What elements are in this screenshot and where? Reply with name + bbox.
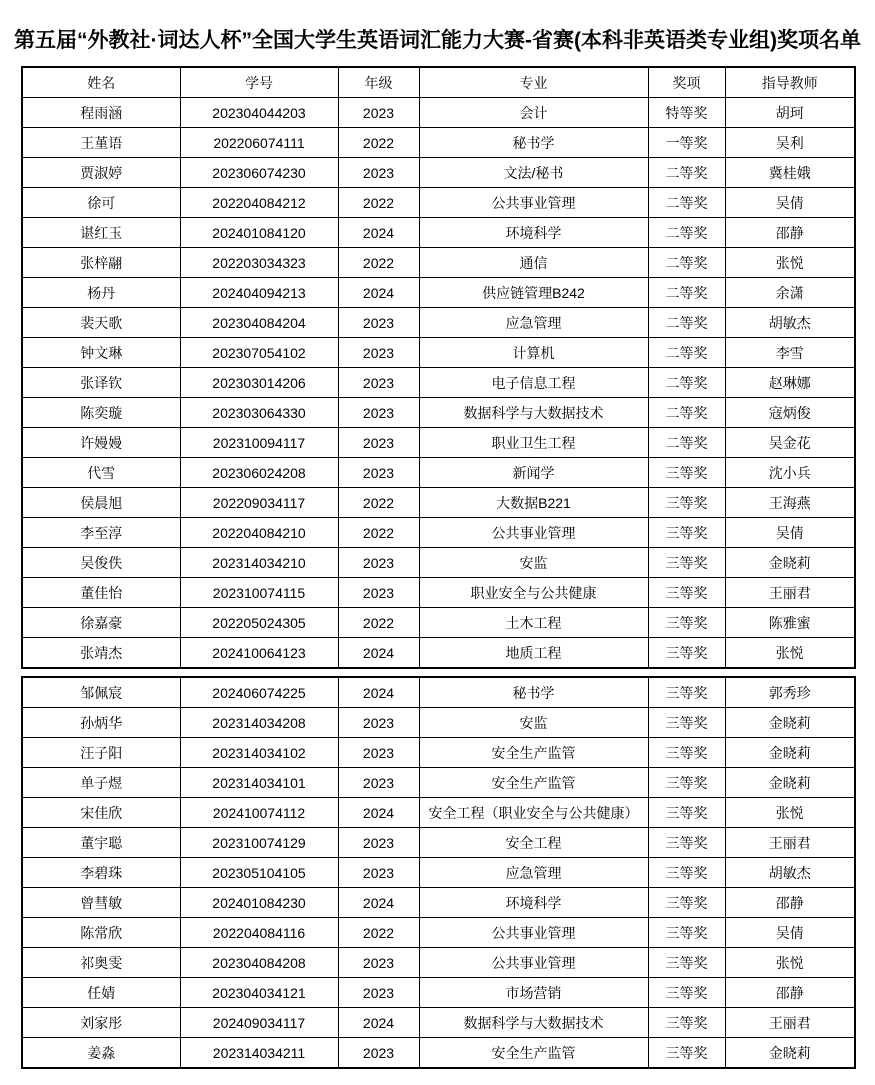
table-cell: 吴倩 (725, 188, 855, 218)
table-cell: 二等奖 (648, 368, 725, 398)
table-cell: 邵静 (725, 218, 855, 248)
table-cell: 特等奖 (648, 98, 725, 128)
table-cell: 2023 (338, 858, 419, 888)
table-row (22, 338, 855, 368)
table-cell: 2022 (338, 608, 419, 638)
table-row (22, 828, 855, 858)
table-cell: 赵琳娜 (725, 368, 855, 398)
table-cell: 吴利 (725, 128, 855, 158)
table-cell: 202306024208 (180, 458, 338, 488)
table-cell: 202203034323 (180, 248, 338, 278)
table-cell: 202204084210 (180, 518, 338, 548)
table-cell: 二等奖 (648, 218, 725, 248)
table-cell: 2023 (338, 948, 419, 978)
table-cell: 杨丹 (22, 278, 180, 308)
table-cell: 2023 (338, 828, 419, 858)
table-cell: 职业安全与公共健康 (419, 578, 648, 608)
table-cell: 安全工程（职业安全与公共健康） (419, 798, 648, 828)
table-cell: 202305104105 (180, 858, 338, 888)
table-row (22, 548, 855, 578)
table-cell: 数据科学与大数据技术 (419, 1008, 648, 1038)
table-cell: 计算机 (419, 338, 648, 368)
column-header-grade: 年级 (338, 67, 419, 98)
table-cell: 三等奖 (648, 677, 725, 708)
table-cell: 202314034210 (180, 548, 338, 578)
table-cell: 寇炳俊 (725, 398, 855, 428)
table-cell: 2022 (338, 918, 419, 948)
table-cell: 2023 (338, 158, 419, 188)
table-cell: 侯晨旭 (22, 488, 180, 518)
table-cell: 2024 (338, 218, 419, 248)
table-cell: 电子信息工程 (419, 368, 648, 398)
table-cell: 二等奖 (648, 308, 725, 338)
table-cell: 2022 (338, 248, 419, 278)
table-cell: 三等奖 (648, 918, 725, 948)
table-cell: 2023 (338, 738, 419, 768)
table-cell: 公共事业管理 (419, 948, 648, 978)
table-row (22, 188, 855, 218)
table-cell: 二等奖 (648, 398, 725, 428)
table-cell: 三等奖 (648, 948, 725, 978)
table-cell: 202404094213 (180, 278, 338, 308)
table-cell: 2023 (338, 1038, 419, 1069)
table-cell: 董佳怡 (22, 578, 180, 608)
table-cell: 三等奖 (648, 488, 725, 518)
table-cell: 三等奖 (648, 738, 725, 768)
table-cell: 三等奖 (648, 888, 725, 918)
table-cell: 202204084212 (180, 188, 338, 218)
table-cell: 二等奖 (648, 188, 725, 218)
table-row (22, 1038, 855, 1069)
table-cell: 李至淳 (22, 518, 180, 548)
table-cell: 公共事业管理 (419, 518, 648, 548)
table-cell: 2023 (338, 98, 419, 128)
table-cell: 裴天歌 (22, 308, 180, 338)
page-title: 第五届“外教社·词达人杯”全国大学生英语词汇能力大赛-省赛(本科非英语类专业组)奖项名单 (14, 29, 861, 52)
table-cell: 通信 (419, 248, 648, 278)
table-cell: 数据科学与大数据技术 (419, 398, 648, 428)
table-cell: 张悦 (725, 638, 855, 669)
table-cell: 三等奖 (648, 768, 725, 798)
table-cell: 陈雅蜜 (725, 608, 855, 638)
table-cell: 供应链管理B242 (419, 278, 648, 308)
table-cell: 三等奖 (648, 458, 725, 488)
table-cell: 大数据B221 (419, 488, 648, 518)
table-cell: 曾彗敏 (22, 888, 180, 918)
table-cell: 李碧珠 (22, 858, 180, 888)
table-cell: 张悦 (725, 798, 855, 828)
table-cell: 徐可 (22, 188, 180, 218)
table-cell: 谌红玉 (22, 218, 180, 248)
table-row (22, 308, 855, 338)
table-cell: 安全生产监管 (419, 1038, 648, 1069)
table-cell: 2022 (338, 188, 419, 218)
table-row (22, 708, 855, 738)
table-cell: 安监 (419, 548, 648, 578)
table-cell: 地质工程 (419, 638, 648, 669)
table-row (22, 158, 855, 188)
table-cell: 公共事业管理 (419, 188, 648, 218)
table-cell: 许嫚嫚 (22, 428, 180, 458)
table-row (22, 918, 855, 948)
table-cell: 三等奖 (648, 518, 725, 548)
table-cell: 三等奖 (648, 1038, 725, 1069)
table-cell: 环境科学 (419, 888, 648, 918)
table-row (22, 368, 855, 398)
table-cell: 吴俊佚 (22, 548, 180, 578)
table-row (22, 888, 855, 918)
table-row (22, 518, 855, 548)
table-cell: 吴倩 (725, 518, 855, 548)
table-cell: 二等奖 (648, 428, 725, 458)
table-row (22, 768, 855, 798)
table-cell: 202304034121 (180, 978, 338, 1008)
table-cell: 202306074230 (180, 158, 338, 188)
table-cell: 安全生产监管 (419, 738, 648, 768)
table-cell: 宋佳欣 (22, 798, 180, 828)
table-cell: 202410064123 (180, 638, 338, 669)
table-cell: 吴倩 (725, 918, 855, 948)
table-cell: 王堇语 (22, 128, 180, 158)
table-row (22, 858, 855, 888)
table-cell: 吴金花 (725, 428, 855, 458)
table-cell: 202314034211 (180, 1038, 338, 1069)
table-cell: 冀桂娥 (725, 158, 855, 188)
table-cell: 刘家彤 (22, 1008, 180, 1038)
table-cell: 2024 (338, 638, 419, 669)
table-cell: 202401084120 (180, 218, 338, 248)
table-cell: 孙炳华 (22, 708, 180, 738)
table-cell: 职业卫生工程 (419, 428, 648, 458)
table-cell: 土木工程 (419, 608, 648, 638)
table-cell: 王海燕 (725, 488, 855, 518)
table-cell: 金晓莉 (725, 548, 855, 578)
table-cell: 2023 (338, 428, 419, 458)
table-cell: 三等奖 (648, 548, 725, 578)
table-cell: 202304084204 (180, 308, 338, 338)
table-row (22, 608, 855, 638)
table-cell: 三等奖 (648, 608, 725, 638)
table-cell: 余潇 (725, 278, 855, 308)
table-cell: 程雨涵 (22, 98, 180, 128)
table-cell: 202307054102 (180, 338, 338, 368)
table-cell: 202204084116 (180, 918, 338, 948)
table-cell: 202303064330 (180, 398, 338, 428)
table-cell: 邵静 (725, 888, 855, 918)
table-cell: 沈小兵 (725, 458, 855, 488)
table-cell: 胡敏杰 (725, 308, 855, 338)
column-header-student-id: 学号 (180, 67, 338, 98)
table-cell: 张靖杰 (22, 638, 180, 669)
table-cell: 2023 (338, 368, 419, 398)
table-cell: 会计 (419, 98, 648, 128)
table-cell: 文法/秘书 (419, 158, 648, 188)
table-cell: 陈奕璇 (22, 398, 180, 428)
table-row (22, 278, 855, 308)
table-cell: 2023 (338, 308, 419, 338)
table-cell: 一等奖 (648, 128, 725, 158)
table-cell: 应急管理 (419, 308, 648, 338)
table-cell: 祁奥雯 (22, 948, 180, 978)
table-cell: 姜淼 (22, 1038, 180, 1069)
column-header-name: 姓名 (22, 67, 180, 98)
awards-table-section-2 (21, 676, 856, 1069)
table-cell: 王丽君 (725, 578, 855, 608)
table-cell: 胡珂 (725, 98, 855, 128)
table-row (22, 98, 855, 128)
table-row (22, 948, 855, 978)
table-cell: 张悦 (725, 248, 855, 278)
table-cell: 二等奖 (648, 278, 725, 308)
table-cell: 202406074225 (180, 677, 338, 708)
table-cell: 2023 (338, 398, 419, 428)
table-cell: 2023 (338, 338, 419, 368)
table-row (22, 798, 855, 828)
table-cell: 安全生产监管 (419, 768, 648, 798)
table-cell: 202310094117 (180, 428, 338, 458)
table-cell: 202304084208 (180, 948, 338, 978)
table-row (22, 677, 855, 708)
table-cell: 2022 (338, 128, 419, 158)
table-cell: 202303014206 (180, 368, 338, 398)
table-cell: 安监 (419, 708, 648, 738)
table-row (22, 428, 855, 458)
table-cell: 二等奖 (648, 338, 725, 368)
table-cell: 202310074115 (180, 578, 338, 608)
table-cell: 2023 (338, 458, 419, 488)
table-row (22, 218, 855, 248)
table-cell: 金晓莉 (725, 768, 855, 798)
table-cell: 王丽君 (725, 1008, 855, 1038)
table-cell: 董宇聪 (22, 828, 180, 858)
table-cell: 202314034208 (180, 708, 338, 738)
table-row (22, 638, 855, 669)
table-cell: 陈常欣 (22, 918, 180, 948)
table-cell: 秘书学 (419, 128, 648, 158)
table-cell: 张悦 (725, 948, 855, 978)
table-cell: 三等奖 (648, 578, 725, 608)
table-row (22, 738, 855, 768)
table-cell: 202310074129 (180, 828, 338, 858)
table-cell: 胡敏杰 (725, 858, 855, 888)
table-cell: 2022 (338, 518, 419, 548)
table-cell: 应急管理 (419, 858, 648, 888)
table-cell: 202205024305 (180, 608, 338, 638)
table-cell: 三等奖 (648, 708, 725, 738)
table-cell: 二等奖 (648, 248, 725, 278)
table-cell: 三等奖 (648, 798, 725, 828)
table-cell: 郭秀珍 (725, 677, 855, 708)
table-cell: 2023 (338, 578, 419, 608)
table-cell: 汪子阳 (22, 738, 180, 768)
table-cell: 三等奖 (648, 638, 725, 669)
table-cell: 2023 (338, 978, 419, 1008)
table-cell: 代雪 (22, 458, 180, 488)
table-cell: 202206074111 (180, 128, 338, 158)
table-header-row (22, 67, 855, 98)
table-cell: 2023 (338, 768, 419, 798)
table-body-section-1 (22, 98, 855, 669)
table-cell: 三等奖 (648, 978, 725, 1008)
table-cell: 2022 (338, 488, 419, 518)
table-row (22, 578, 855, 608)
table-cell: 金晓莉 (725, 738, 855, 768)
table-cell: 单子煜 (22, 768, 180, 798)
table-cell: 三等奖 (648, 858, 725, 888)
table-cell: 李雪 (725, 338, 855, 368)
table-cell: 新闻学 (419, 458, 648, 488)
table-cell: 202410074112 (180, 798, 338, 828)
table-cell: 安全工程 (419, 828, 648, 858)
table-row (22, 248, 855, 278)
table-row (22, 1008, 855, 1038)
table-cell: 三等奖 (648, 828, 725, 858)
table-cell: 202401084230 (180, 888, 338, 918)
table-cell: 邵静 (725, 978, 855, 1008)
table-row (22, 128, 855, 158)
table-cell: 202409034117 (180, 1008, 338, 1038)
table-cell: 202314034102 (180, 738, 338, 768)
column-header-award: 奖项 (648, 67, 725, 98)
table-cell: 2024 (338, 888, 419, 918)
table-cell: 三等奖 (648, 1008, 725, 1038)
table-cell: 张梓翮 (22, 248, 180, 278)
table-row (22, 978, 855, 1008)
column-header-advisor: 指导教师 (725, 67, 855, 98)
table-cell: 邹佩宸 (22, 677, 180, 708)
table-cell: 徐嘉豪 (22, 608, 180, 638)
table-row (22, 398, 855, 428)
table-cell: 2024 (338, 1008, 419, 1038)
table-cell: 二等奖 (648, 158, 725, 188)
table-cell: 环境科学 (419, 218, 648, 248)
table-cell: 金晓莉 (725, 1038, 855, 1069)
table-cell: 金晓莉 (725, 708, 855, 738)
table-row (22, 488, 855, 518)
table-cell: 公共事业管理 (419, 918, 648, 948)
awards-table-section-1 (21, 66, 856, 669)
table-cell: 钟文琳 (22, 338, 180, 368)
table-cell: 2023 (338, 708, 419, 738)
table-cell: 2024 (338, 677, 419, 708)
table-cell: 秘书学 (419, 677, 648, 708)
table-body-section-2 (22, 677, 855, 1068)
table-cell: 202209034117 (180, 488, 338, 518)
table-cell: 2023 (338, 548, 419, 578)
table-cell: 张译钦 (22, 368, 180, 398)
table-cell: 2024 (338, 798, 419, 828)
table-cell: 2024 (338, 278, 419, 308)
table-cell: 市场营销 (419, 978, 648, 1008)
table-cell: 任婧 (22, 978, 180, 1008)
table-cell: 202304044203 (180, 98, 338, 128)
column-header-major: 专业 (419, 67, 648, 98)
table-cell: 王丽君 (725, 828, 855, 858)
table-cell: 贾淑婷 (22, 158, 180, 188)
table-row (22, 458, 855, 488)
table-cell: 202314034101 (180, 768, 338, 798)
